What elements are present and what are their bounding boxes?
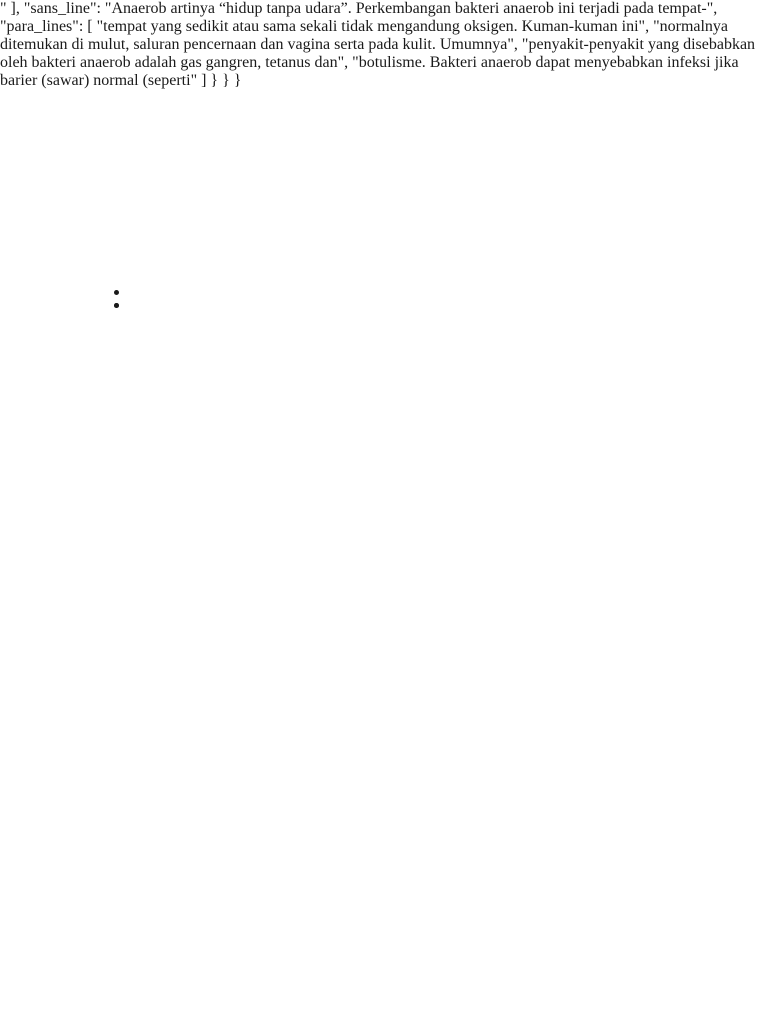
section-1-heading (71, 147, 74, 165)
bullet-icon (114, 303, 119, 308)
bullet-icon (114, 290, 119, 295)
bullet-list (110, 279, 675, 292)
